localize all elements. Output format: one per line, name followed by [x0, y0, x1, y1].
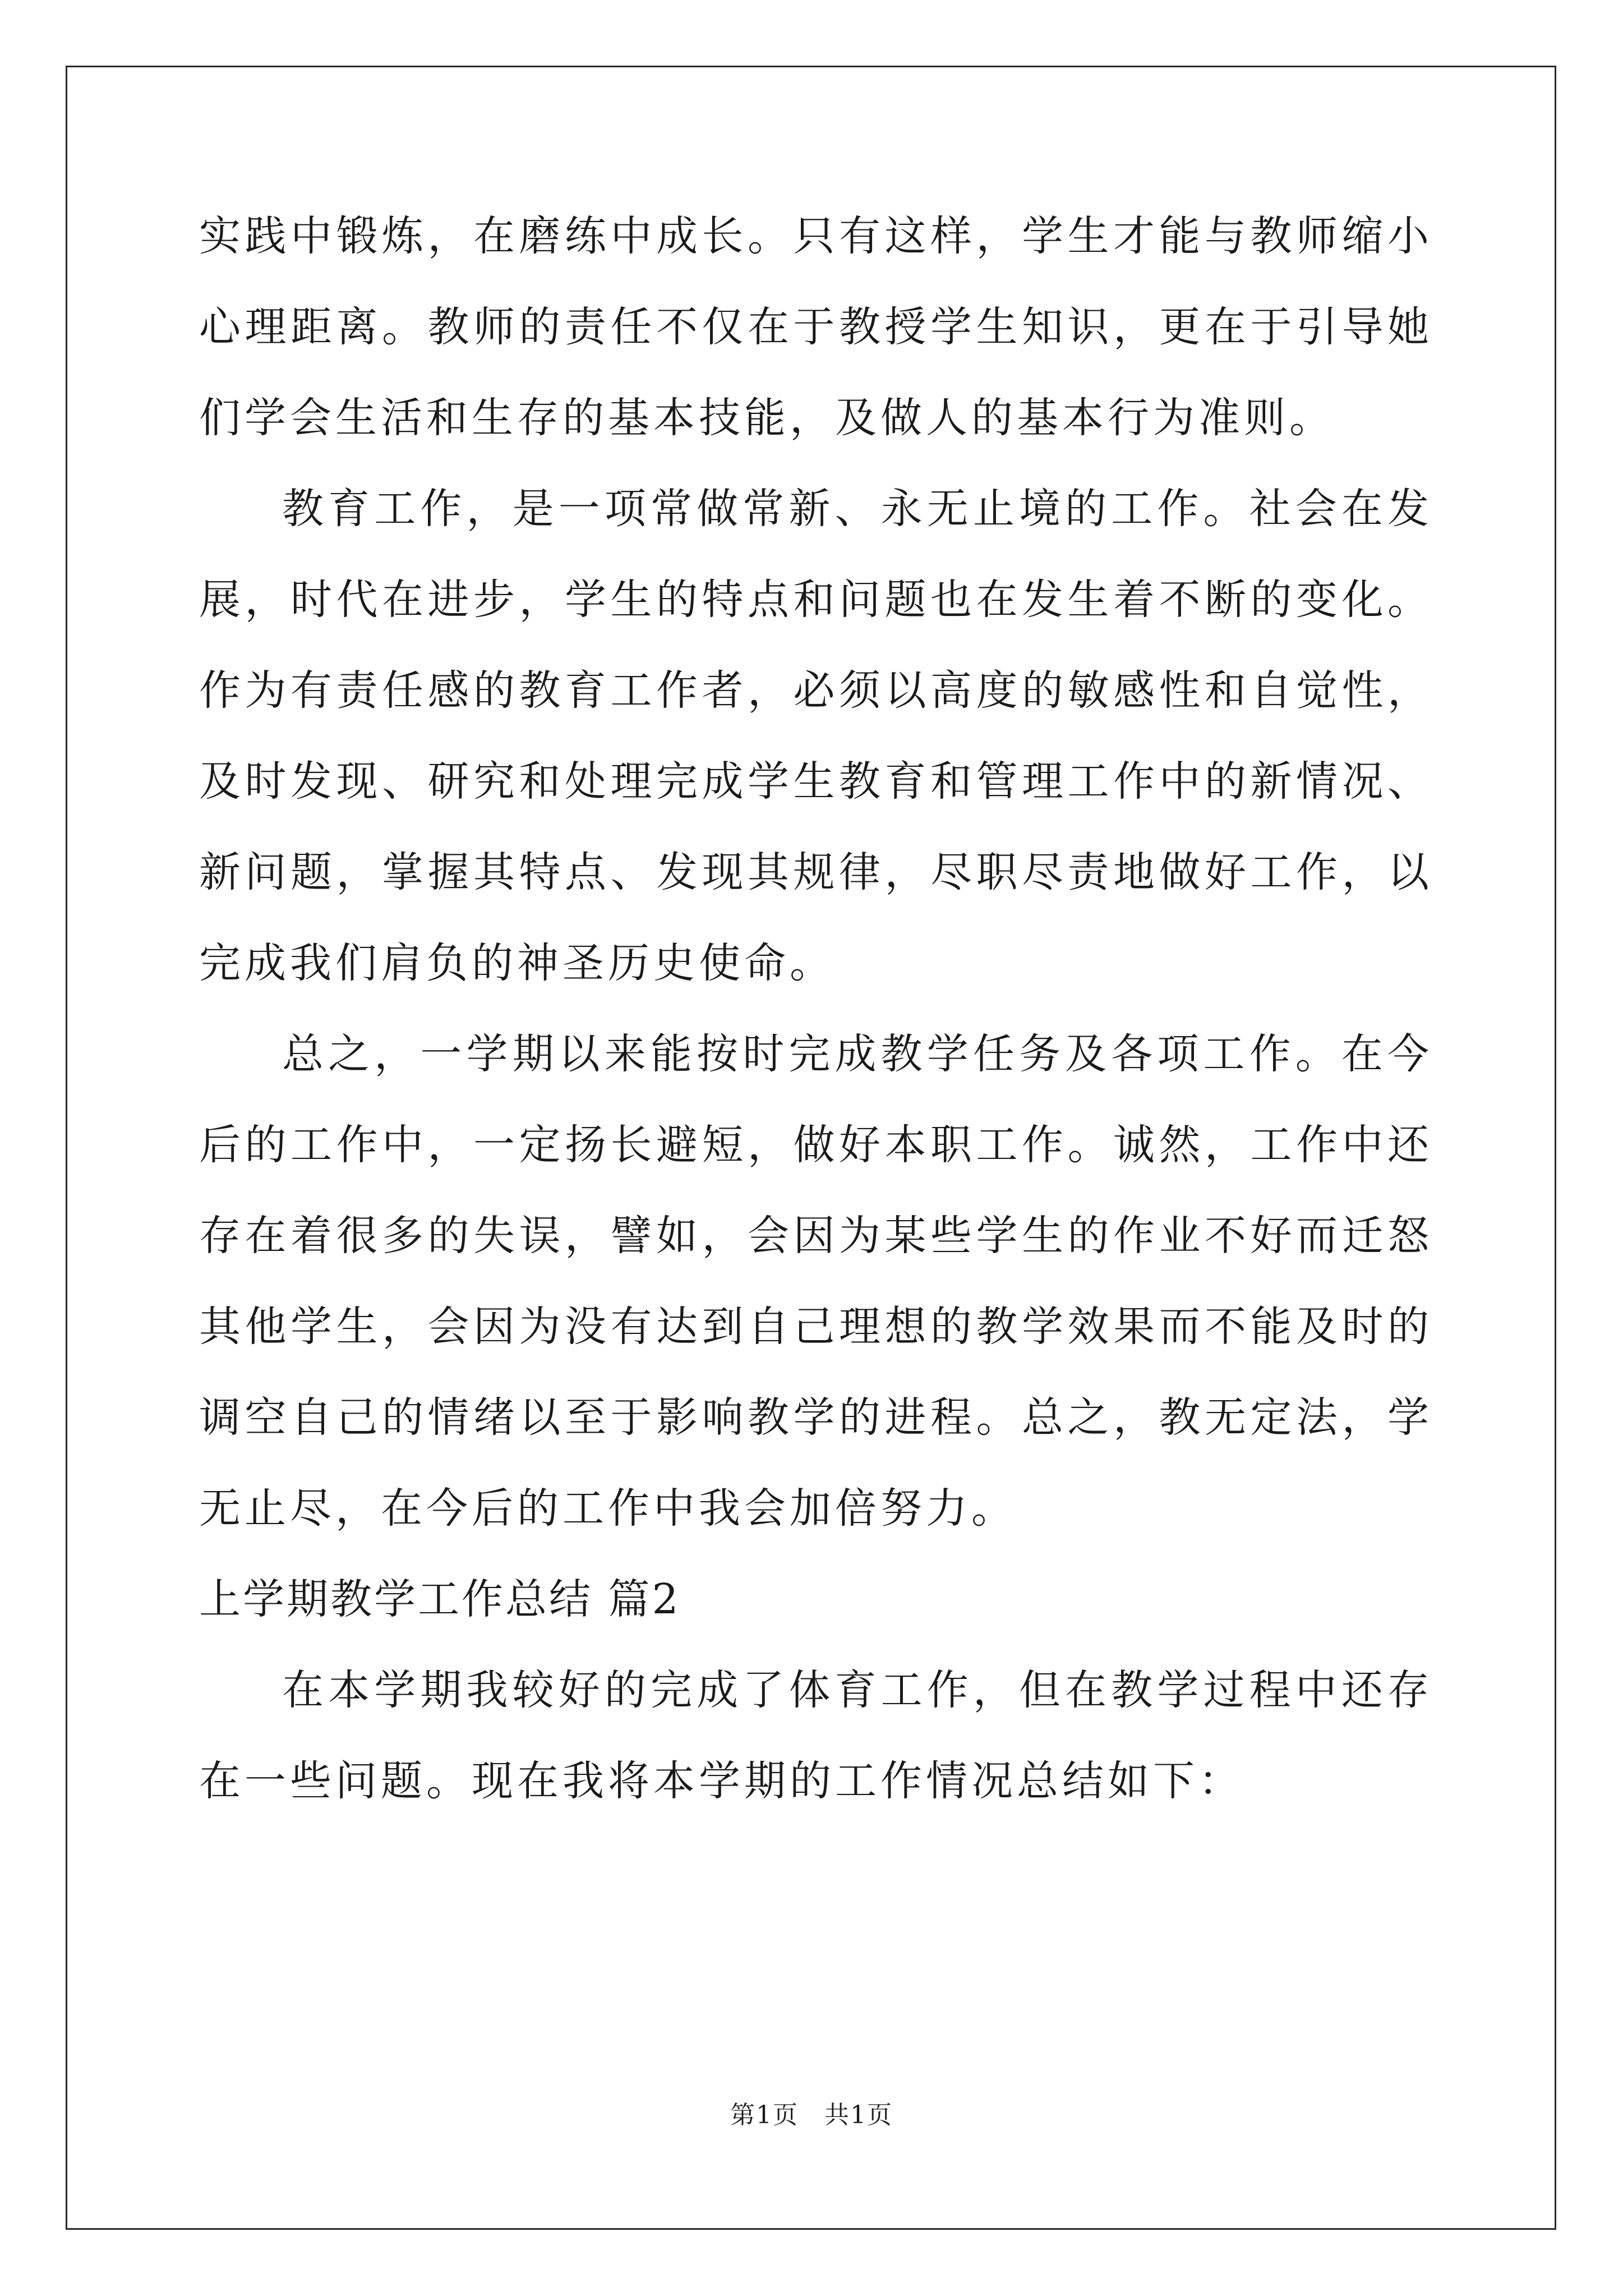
- document-body: [199, 191, 1433, 1826]
- paragraph-2: 教育工作，是一项常做常新、永无止境的工作。社会在发展，时代在进步，学生的特点和问题也在发生着不断的变化。作为有责任感的教育工作者，必须以高度的敏感性和自觉性，及时发现、研究和处理完成学生教育和管理工作中的新情况、新问题，掌握其特点、发现其规律，尽职尽责地做好工作，以完成我们肩负的神圣历史使命。: [199, 485, 1433, 987]
- paragraph-4: 在本学期我较好的完成了体育工作，但在教学过程中还存在一些问题。现在我将本学期的工作情况总结如下：: [199, 1666, 1433, 1805]
- section-heading: 上学期教学工作总结 篇2: [199, 1575, 681, 1623]
- paragraph-1: 实践中锻炼，在磨练中成长。只有这样，学生才能与教师缩小心理距离。教师的责任不仅在于教授学生知识，更在于引导她们学会生活和生存的基本技能，及做人的基本行为准则。: [199, 212, 1433, 442]
- page-footer: 第1页 共1页: [730, 2101, 893, 2129]
- paragraph-3: 总之，一学期以来能按时完成教学任务及各项工作。在今后的工作中，一定扬长避短，做好本职工作。诚然，工作中还存在着很多的失误，譬如，会因为某些学生的作业不好而迁怒其他学生，会因为没有达到自己理想的教学效果而不能及时的调空自己的情绪以至于影响教学的进程。总之，教无定法，学无止尽，在今后的工作中我会加倍努力。: [199, 1030, 1433, 1533]
